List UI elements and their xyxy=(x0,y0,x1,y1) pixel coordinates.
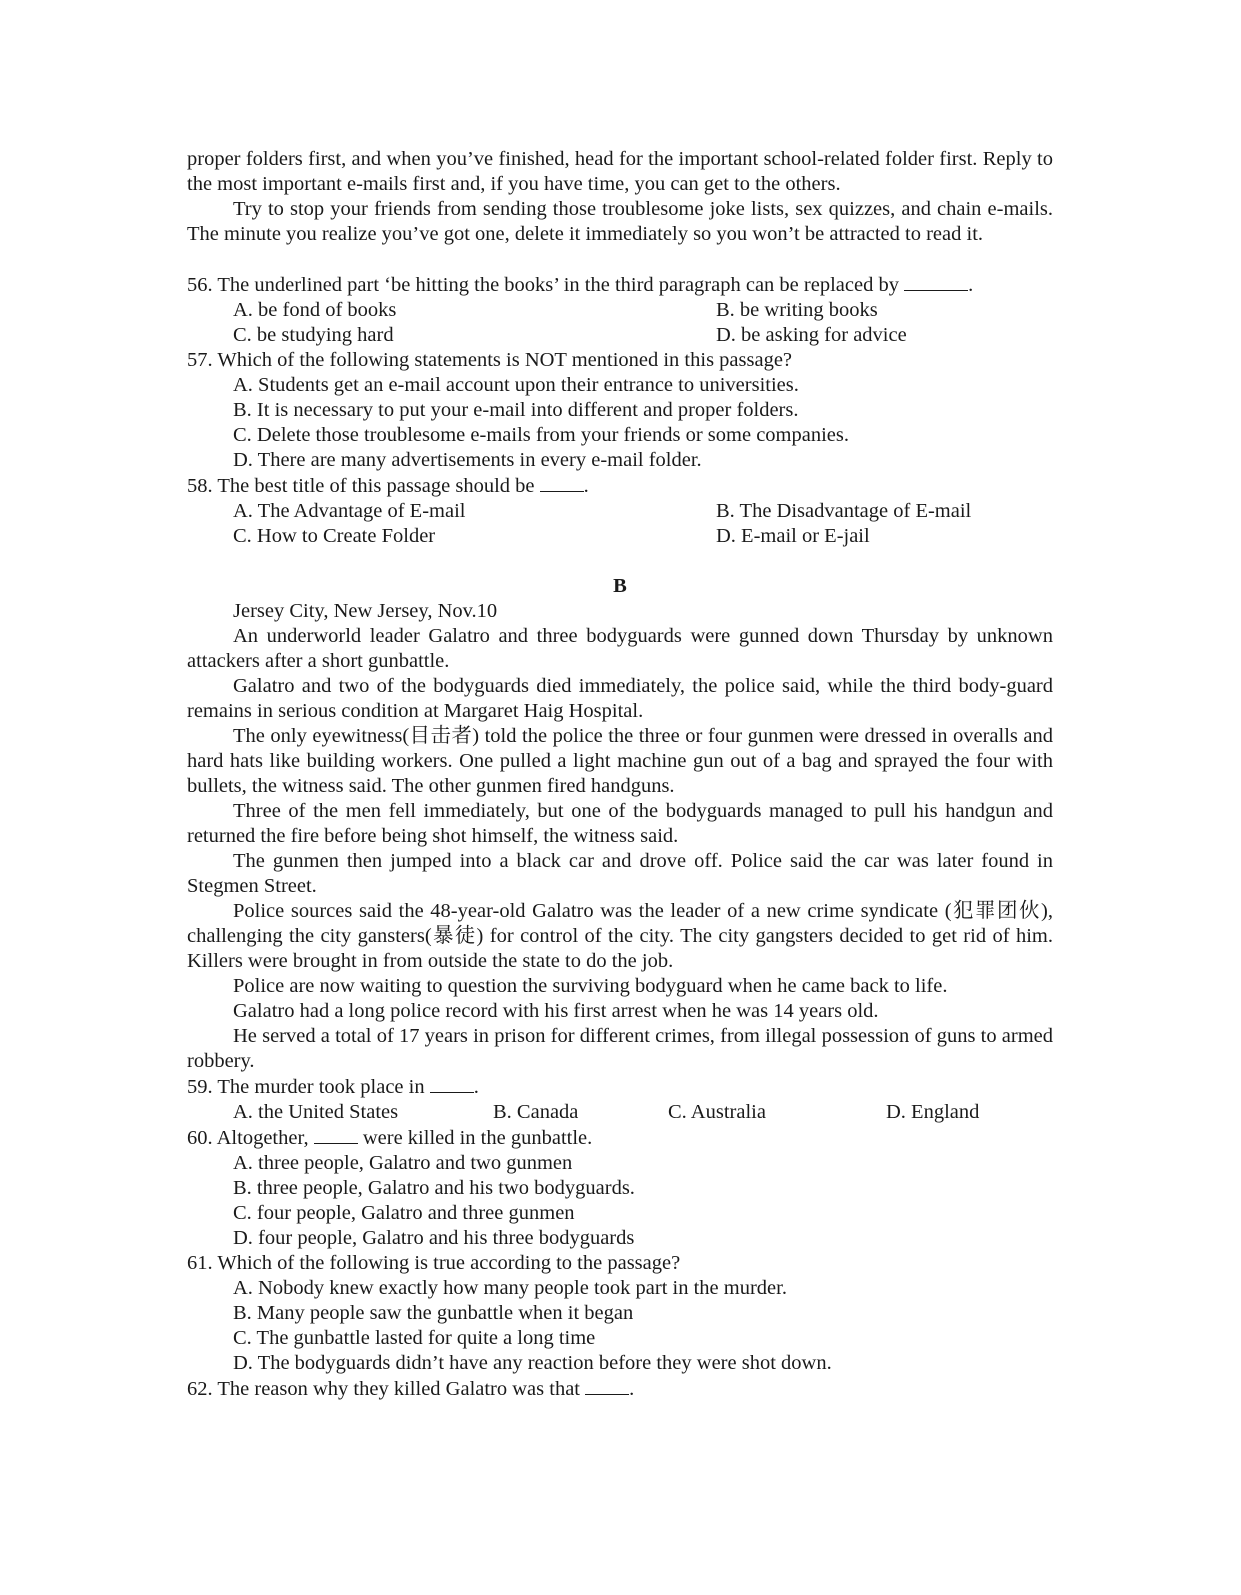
exam-page xyxy=(187,147,1053,1402)
option-c: C. How to Create Folder xyxy=(233,525,436,547)
option-a: A. The Advantage of E-mail xyxy=(233,500,466,522)
options-row xyxy=(187,1100,1053,1125)
passage-b-paragraph: Three of the men fell immediately, but one of the bodyguards managed to pull his handgun and returned the fire before being shot himself, the witness said. xyxy=(187,800,1053,847)
option-d: D. four people, Galatro and his three bodyguards xyxy=(233,1227,635,1249)
options-row xyxy=(187,298,1053,323)
passage-b-paragraph: Galatro had a long police record with his first arrest when he was 14 years old. xyxy=(233,1000,879,1022)
answer-blank xyxy=(585,1376,629,1395)
passage-b-paragraph: The only eyewitness(目击者) told the police the three or four gunmen were dressed in overalls and hard hats like building workers. One pulled a light machine gun out of a bag and sprayed the four with bullets, the witness said. The other gunmen fired handguns. xyxy=(187,725,1053,797)
option-a: A. three people, Galatro and two gunmen xyxy=(233,1152,573,1174)
option-a: A. be fond of books xyxy=(233,299,397,321)
options-row xyxy=(187,499,1053,524)
passage-b-paragraph: Police sources said the 48-year-old Galatro was the leader of a new crime syndicate (犯罪团伙), challenging the city gansters(暴徒) for control of the city. The city gangsters decided to get rid of him. Killers were brought in from outside the state to do the job. xyxy=(187,900,1053,972)
option-c: C. The gunbattle lasted for quite a long time xyxy=(233,1327,596,1349)
question-62: 62. The reason why they killed Galatro was that . xyxy=(187,1378,635,1400)
question-58: 58. The best title of this passage should be . xyxy=(187,475,589,497)
answer-blank xyxy=(904,272,968,291)
question-56: 56. The underlined part ‘be hitting the books’ in the third paragraph can be replaced by . xyxy=(187,274,974,296)
option-c: C. Australia xyxy=(668,1101,766,1123)
option-a: A. Nobody knew exactly how many people took part in the murder. xyxy=(233,1277,787,1299)
option-b: B. Canada xyxy=(493,1101,579,1123)
question-60: 60. Altogether, were killed in the gunbattle. xyxy=(187,1127,593,1149)
option-a: A. Students get an e-mail account upon their entrance to universities. xyxy=(233,374,799,396)
option-d: D. E-mail or E-jail xyxy=(716,525,870,547)
option-d: D. The bodyguards didn’t have any reaction before they were shot down. xyxy=(233,1352,832,1374)
answer-blank xyxy=(430,1074,474,1093)
dateline: Jersey City, New Jersey, Nov.10 xyxy=(233,600,498,622)
option-c: C. be studying hard xyxy=(233,324,394,346)
question-61: 61. Which of the following is true according to the passage? xyxy=(187,1252,681,1274)
passage-a-paragraph: Try to stop your friends from sending those troublesome joke lists, sex quizzes, and chain e-mails. The minute you realize you’ve got one, delete it immediately so you won’t be attracted to read it. xyxy=(187,198,1053,245)
options-row xyxy=(187,323,1053,348)
option-d: D. There are many advertisements in every e-mail folder. xyxy=(233,449,702,471)
question-57: 57. Which of the following statements is NOT mentioned in this passage? xyxy=(187,349,793,371)
passage-b-paragraph: He served a total of 17 years in prison for different crimes, from illegal possession of guns to armed robbery. xyxy=(187,1025,1053,1072)
option-c: C. four people, Galatro and three gunmen xyxy=(233,1202,575,1224)
question-59: 59. The murder took place in . xyxy=(187,1076,479,1098)
option-b: B. three people, Galatro and his two bodyguards. xyxy=(233,1177,635,1199)
section-heading: B xyxy=(613,575,627,597)
passage-b-paragraph: Police are now waiting to question the surviving bodyguard when he came back to life. xyxy=(233,975,948,997)
options-row xyxy=(187,524,1053,549)
option-a: A. the United States xyxy=(233,1101,399,1123)
option-d: D. England xyxy=(886,1101,980,1123)
option-b: B. Many people saw the gunbattle when it began xyxy=(233,1302,634,1324)
option-b: B. It is necessary to put your e-mail into different and proper folders. xyxy=(233,399,799,421)
option-d: D. be asking for advice xyxy=(716,324,907,346)
answer-blank xyxy=(314,1125,358,1144)
passage-a-paragraph: proper folders first, and when you’ve finished, head for the important school-related folder first. Reply to the most important e-mails first and, if you have time, you can get to the others. xyxy=(187,148,1053,195)
option-c: C. Delete those troublesome e-mails from your friends or some companies. xyxy=(233,424,849,446)
passage-b-paragraph: The gunmen then jumped into a black car and drove off. Police said the car was later found in Stegmen Street. xyxy=(187,850,1053,897)
passage-b-paragraph: An underworld leader Galatro and three bodyguards were gunned down Thursday by unknown attackers after a short gunbattle. xyxy=(187,625,1053,672)
answer-blank xyxy=(540,473,584,492)
passage-b-paragraph: Galatro and two of the bodyguards died immediately, the police said, while the third body-guard remains in serious condition at Margaret Haig Hospital. xyxy=(187,675,1053,722)
option-b: B. be writing books xyxy=(716,299,878,321)
option-b: B. The Disadvantage of E-mail xyxy=(716,500,972,522)
